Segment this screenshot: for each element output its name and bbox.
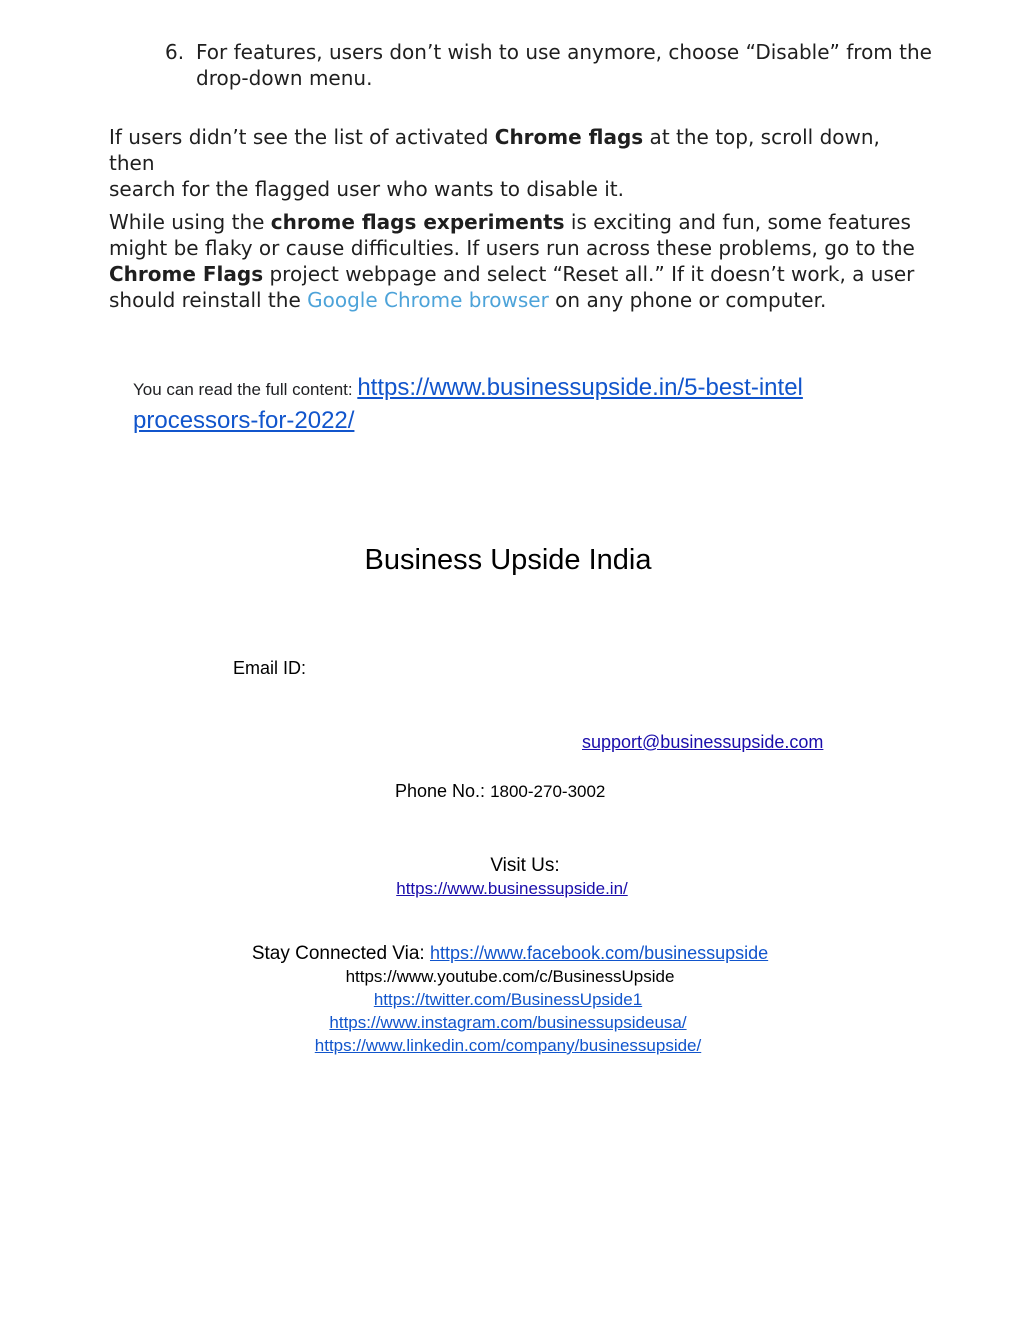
text-span: project webpage and select “Reset all.” If it doesn’t work, a user <box>263 262 915 286</box>
paragraph-line <box>109 261 949 287</box>
list-item-line2: drop-down menu. <box>196 66 373 90</box>
linkedin-row <box>0 1036 1016 1056</box>
twitter-link[interactable]: https://twitter.com/BusinessUpside1 <box>373 990 643 1009</box>
website-row <box>0 879 1024 899</box>
instagram-link[interactable]: https://www.instagram.com/businessupsideusa/ <box>329 1013 687 1032</box>
read-more-line1 <box>133 373 953 406</box>
text-span: is exciting and fun, some features <box>564 210 911 234</box>
list-number: 6. <box>165 40 185 64</box>
list-item-text <box>196 39 956 91</box>
stay-connected-label: Stay Connected Via: <box>251 943 430 964</box>
email-label: Email ID: <box>233 658 307 678</box>
company-name: Business Upside India <box>364 544 652 576</box>
paragraph-line: might be flaky or cause difficulties. If users run across these problems, go to the <box>109 236 915 260</box>
bold-chrome-flags: Chrome flags <box>494 125 644 149</box>
bold-chrome-flags: Chrome Flags <box>109 262 264 286</box>
paragraph-line: search for the flagged user who wants to disable it. <box>109 177 624 201</box>
twitter-row <box>0 990 1016 1010</box>
phone-label: Phone No.: <box>395 781 491 801</box>
website-link[interactable]: https://www.businessupside.in/ <box>396 879 628 898</box>
text-span: should reinstall the <box>109 288 308 312</box>
youtube-text: https://www.youtube.com/c/BusinessUpside <box>345 967 675 986</box>
text-span: While using the <box>109 210 271 234</box>
paragraph-line <box>109 209 949 235</box>
list-item-line1: For features, users don’t wish to use anymore, choose “Disable” from the <box>196 40 932 64</box>
read-more-line2 <box>133 406 953 439</box>
text-span: If users didn’t see the list of activated <box>109 125 495 149</box>
paragraph-scroll-down <box>109 124 929 202</box>
article-link-line2[interactable]: processors-for-2022/ <box>133 407 355 434</box>
read-more-label: You can read the full content: <box>133 380 358 399</box>
article-link-line1[interactable]: https://www.businessupside.in/5-best-intel <box>357 374 803 401</box>
read-more <box>133 373 953 439</box>
text-span: at the top, scroll down, then <box>109 125 880 175</box>
email-link[interactable]: support@businessupside.com <box>582 732 824 752</box>
google-chrome-browser-link[interactable]: Google Chrome browser <box>307 288 549 312</box>
stay-connected-row <box>0 943 1020 965</box>
paragraph-line <box>109 124 929 176</box>
facebook-link[interactable]: https://www.facebook.com/businessupside <box>429 943 769 963</box>
bold-chrome-flags-experiments: chrome flags experiments <box>270 210 565 234</box>
phone-number: 1800-270-3002 <box>490 782 606 801</box>
paragraph-experiments <box>109 209 949 313</box>
paragraph-line <box>109 287 949 313</box>
phone-line <box>395 781 605 802</box>
instagram-row <box>0 1013 1016 1033</box>
text-span: on any phone or computer. <box>548 288 827 312</box>
visit-label: Visit Us: <box>490 855 560 876</box>
linkedin-link[interactable]: https://www.linkedin.com/company/businessupside/ <box>314 1036 702 1055</box>
